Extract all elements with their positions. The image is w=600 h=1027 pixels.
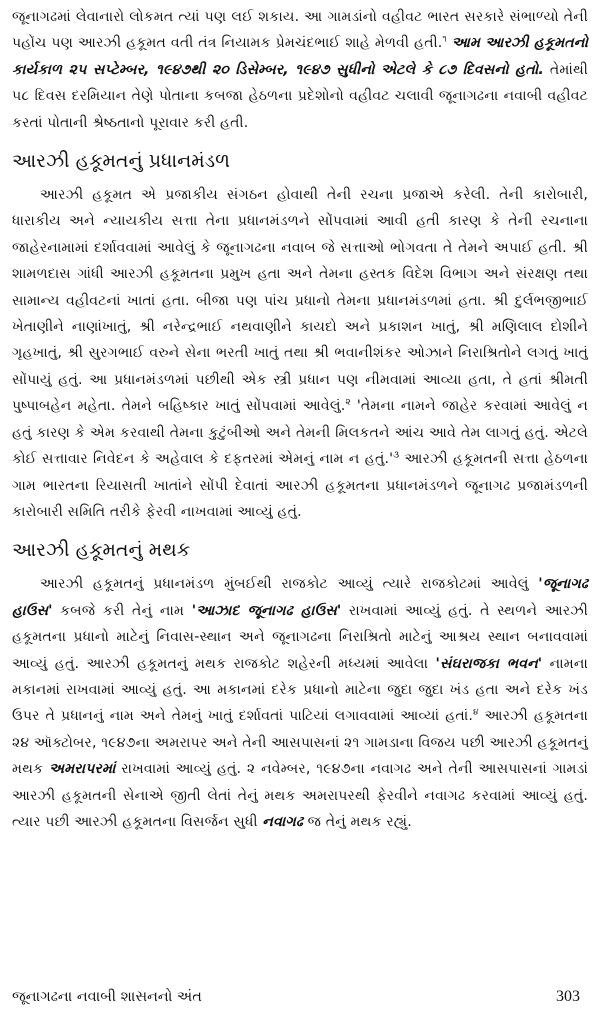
footnote-ref-1: ૧ xyxy=(442,34,447,45)
bold-statement: આમ આરઝી હકૂમતનો કાર્યકાળ ૨૫ સપ્ટેમ્બર, ૧૯૪૭થી ૨૦ ડિસેમ્બર, ૧૯૪૭ સુધીનો એટલે કે ૮૭ દિવસનો હતો. xyxy=(12,35,588,78)
paragraph-headquarters: આરઝી હકૂમતનું પ્રધાનમંડળ મુંબઈથી રાજકોટ આવ્યું ત્યારે રાજકોટમાં આવેલું 'જૂનાગઢ હાઉસ' કબજે કરી તેનું નામ 'આઝાદ જૂનાગઢ હાઉસ' રાખવામાં આવ્યું હતું. તે સ્થળને આરઝી હકૂમતના પ્રધાનો માટેનું નિવાસ-સ્થાન અને જૂનાગઢના નિરાશ્રિતો માટેનું આશ્રય સ્થાન બનાવવામાં આવ્યું હતું. આરઝી હકૂમતનું મથક રાજકોટ શહેરની મધ્યમાં આવેલા 'સંઘરાજકા ભવન' નામના મકાનમાં રાખવામાં આવ્યું હતું. આ મકાનમાં દરેક પ્રધાનો માટેના જુદા જુદા ખંડ હતા અને દરેક ખંડ ઉપર તે પ્રધાનનું નામ અને તેમનું ખાતું દર્શાવતાં પાટિયાં લગાવવામાં આવ્યાં હતાં.$^૪$ આરઝી હકૂમતના ૨૪ ઑક્ટોબર, ૧૯૪૭ના અમરાપર અને તેની આસપાસનાં ૨૧ ગામડાના વિજય પછી આરઝી હકૂમતનું મથક અમરાપરમાં રાખવામાં આવ્યું હતું. ૨ નવેમ્બર, ૧૯૪૭ના નવાગઢ અને તેની આસપાસનાં ગામડાં આરઝી હકૂમતની સેનાએ જીતી લેતાં તેનું મથક અમરાપરથી ફેરવીને નવાગઢ કરવામાં આવ્યું હતું. ત્યાર પછી આરઝી હકૂમતના વિસર્જન સુધી નવાગઢ જ તેનું મથક રહ્યું. xyxy=(12,576,588,830)
section-heading-cabinet: આરઝી હકૂમતનું પ્રધાનમંડળ xyxy=(12,150,230,173)
footnote-ref-3: ૩ xyxy=(393,450,400,461)
footnote-ref-4: ૪ xyxy=(472,707,479,718)
paragraph-cabinet: આરઝી હકૂમત એ પ્રજાકીય સંગઠન હોવાથી તેની રચના પ્રજાએ કરેલી. તેની કારોબારી, ધારાકીય અને ન્યાયકીય સત્તા તેના પ્રધાનમંડળને સોંપવામાં આવી હતી કારણ કે તેની રચનાના જાહેરનામામાં દર્શાવવામાં આવેલું કે જૂનાગઢના નવાબ જે સત્તાઓ ભોગવતા તે તેમને અપાઈ હતી. શ્રી શામળદાસ ગાંધી આરઝી હકૂમતના પ્રમુખ હતા અને તેમના હસ્તક વિદેશ વિભાગ અને સંરક્ષણ તથા સામાન્ય વહીવટનાં ખાતાં હતા. બીજા પણ પાંચ પ્રધાનો તેમના પ્રધાનમંડળમાં હતા. શ્રી દુર્લભજીભાઈ ખેતાણીને નાણાંખાતું, શ્રી નરેન્દ્રભાઈ નથવાણીને કાયદો અને પ્રકાશન ખાતું, શ્રી મણિલાલ દોશીને ગૃહખાતું, શ્રી સુરગભાઈ વરુને સેના ભરતી ખાતું તથા શ્રી ભવાનીશંકર ઓઝાને નિરાશ્રિતોને લગતું ખાતું સોંપાયું હતું. આ પ્રધાનમંડળમાં પછીથી એક સ્ત્રી પ્રધાન પણ નીમવામાં આવ્યા હતા, તે હતાં શ્રીમતી પુષ્પાબહેન મહેતા. તેમને બહિષ્કાર ખાતું સોંપવામાં આવેલું.$^૨$ 'તેમના નામને જાહેર કરવામાં આવેલું ન હતું કારણ કે એમ કરવાથી તેમના કુટુંબીઓ અને તેમની મિલકતને આંચ આવે તેમ લાગતું હતું. એટલે કોઈ સત્તાવાર નિવેદન કે અહેવાલ કે દફતરમાં એમનું નામ ન $હતું.'^૩$ આરઝી હકૂમતની સત્તા હેઠળના ગામ ભારતના રિયાસતી ખાતાંને સોંપી દેવાતાં આરઝી હકૂમતના પ્રધાનમંડળને જૂનાગઢ પ્રજામંડળની કારોબારી સમિતિ તરીકે ફેરવી નાખવામાં આવ્યું હતું. xyxy=(12,187,588,520)
page-footer xyxy=(12,988,580,1006)
footnote-ref-2: ૨ xyxy=(345,397,351,408)
running-title: જૂનાગઢના નવાબી શાસનનો અંત xyxy=(12,989,202,1005)
page-number: 303 xyxy=(556,988,580,1005)
section-heading-headquarters: આરઝી હકૂમતનું મથક xyxy=(12,539,191,562)
paragraph-intro: જૂનાગઢમાં લેવાનારો લોકમત ત્યાં પણ લઈ શકાય. આ ગામડાંનો વહીવટ ભારત સરકારે સંભાળ્યો તેની પહોંચ પણ આરઝી હકૂમત વતી તંત્ર નિયામક પ્રેમચંદભાઈ શાહે મેળવી હતી.$^૧$ આમ આરઝી હકૂમતનો કાર્યકાળ ૨૫ સપ્ટેમ્બર, ૧૯૪૭થી ૨૦ ડિસેમ્બર, ૧૯૪૭ સુધીનો એટલે કે ૮૭ દિવસનો હતો. તેમાંથી ૫૮ દિવસ દરમિયાન તેણે પોતાના કબજા હેઠળના પ્રદેશોનો વહીવટ ચલાવી જૂનાગઢના નવાબી વહીવટ કરતાં પોતાની શ્રેષ્ઠતાનો પૂરાવાર કરી હતી. xyxy=(12,9,588,131)
